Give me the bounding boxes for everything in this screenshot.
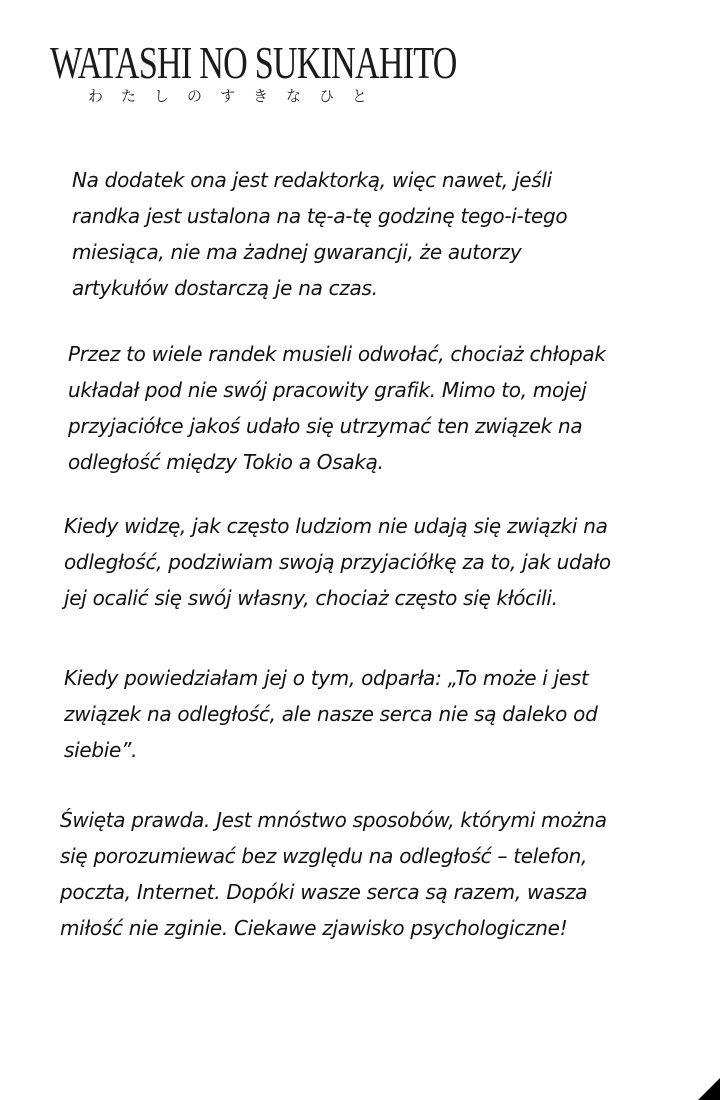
hiragana-char: わ [88, 87, 104, 105]
title-hiragana [88, 86, 385, 106]
hiragana-char: し [154, 87, 170, 105]
hiragana-char: た [121, 87, 137, 105]
paragraph-1: Na dodatek ona jest redaktorką, więc nawet, jeśli randka jest ustalona na tę-a-tę godzinę tego-i-tego miesiąca, nie ma żadnej gwarancji, że autorzy artykułów dostarczą je na czas. [72, 168, 568, 300]
paragraph-4: Kiedy powiedziałam jej o tym, odparła: „To może i jest związek na odległość, ale nasze serca nie są daleko od siebie”. [64, 666, 598, 762]
hiragana-char: と [352, 87, 368, 105]
hiragana-char: ひ [319, 87, 335, 105]
paragraph-5: Święta prawda. Jest mnóstwo sposobów, którymi można się porozumiewać bez względu na odległość – telefon, poczta, Internet. Dopóki wasze serca są razem, wasza miłość nie zginie. Ciekawe zjawisko psychologiczne! [60, 808, 607, 940]
paragraph-2: Przez to wiele randek musieli odwołać, chociaż chłopak układał pod nie swój pracowity grafik. Mimo to, mojej przyjaciółce jakoś udało się utrzymać ten związek na odległość między Tokio a Osaką. [68, 342, 606, 474]
hiragana-char: な [286, 87, 302, 105]
page-corner-mark [698, 1078, 720, 1100]
page-title: WATASHI NO SUKINAHITO [50, 37, 457, 88]
hiragana-char: き [253, 87, 269, 105]
hiragana-char: の [187, 87, 203, 105]
paragraph-3: Kiedy widzę, jak często ludziom nie udają się związki na odległość, podziwiam swoją przyjaciółkę za to, jak udało jej ocalić się swój własny, chociaż często się kłócili. [64, 514, 611, 610]
hiragana-char: す [220, 87, 236, 105]
